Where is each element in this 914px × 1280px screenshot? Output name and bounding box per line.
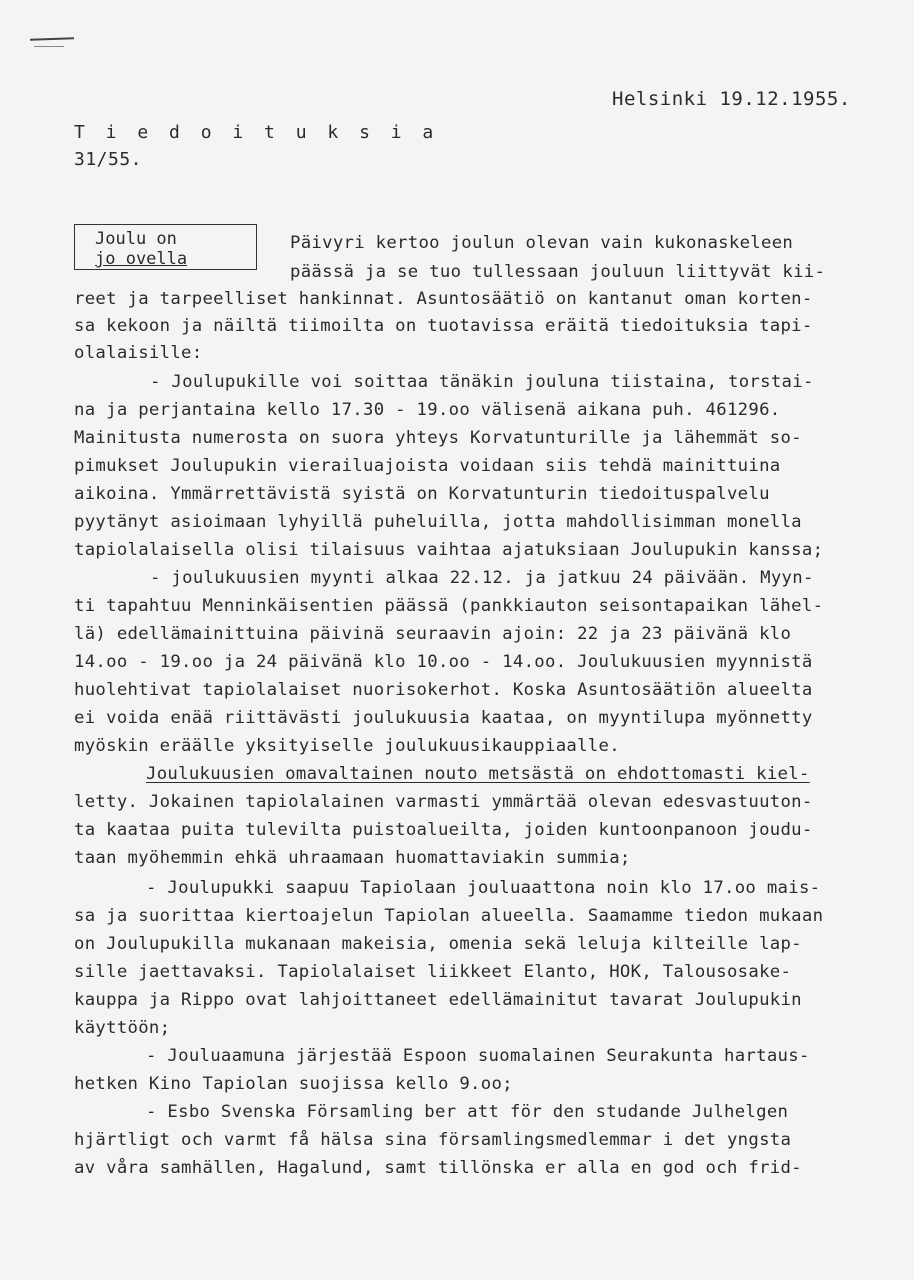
headline-box (74, 224, 257, 270)
text-line: na ja perjantaina kello 17.30 - 19.oo välisenä aikana puh. 461296. (74, 400, 781, 420)
pen-mark-2 (34, 46, 64, 47)
text-line: myöskin eräälle yksityiselle joulukuusikauppiaalle. (74, 736, 620, 756)
text-line: lä) edellämainittuina päivinä seuraavin ajoin: 22 ja 23 päivänä klo (74, 624, 792, 644)
text-line: pimukset Joulupukin vierailuajoista voidaan siis tehdä mainittuina (74, 456, 781, 476)
text-line: sa kekoon ja näiltä tiimoilta on tuotavissa eräitä tiedoituksia tapi- (74, 316, 813, 336)
text-line: olalaisille: (74, 343, 203, 363)
text-line: av våra samhällen, Hagalund, samt tillönska er alla en god och frid- (74, 1158, 802, 1178)
text-line: ti tapahtuu Menninkäisentien päässä (pankkiauton seisontapaikan lähel- (74, 596, 824, 616)
text-line: 14.oo - 19.oo ja 24 päivänä klo 10.oo - 14.oo. Joulukuusien myynnistä (74, 652, 813, 672)
text-line-underlined: Joulukuusien omavaltainen nouto metsästä on ehdottomasti kiel- (146, 764, 810, 784)
text-line: taan myöhemmin ehkä uhraamaan huomattaviakin summia; (74, 848, 631, 868)
document-date: Helsinki 19.12.1955. (612, 88, 851, 110)
pen-mark (30, 37, 74, 41)
text-line: - Joulupukille voi soittaa tänäkin jouluna tiistaina, torstai- (150, 372, 814, 392)
headline-line-1: Joulu on (95, 229, 177, 249)
text-line: aikoina. Ymmärrettävistä syistä on Korvatunturin tiedoituspalvelu (74, 484, 770, 504)
text-line: sille jaettavaksi. Tapiolalaiset liikkeet Elanto, HOK, Talousosake- (74, 962, 792, 982)
text-line: tapiolalaisella olisi tilaisuus vaihtaa ajatuksiaan Joulupukin kanssa; (74, 540, 824, 560)
text-line: - Esbo Svenska Församling ber att för den studande Julhelgen (146, 1102, 789, 1122)
text-line: - Joulupukki saapuu Tapiolaan jouluaattona noin klo 17.oo mais- (146, 878, 821, 898)
text-line: hjärtligt och varmt få hälsa sina församlingsmedlemmar i det yngsta (74, 1130, 792, 1150)
text-line: sa ja suorittaa kiertoajelun Tapiolan alueella. Saamamme tiedon mukaan (74, 906, 824, 926)
text-line: on Joulupukilla mukanaan makeisia, omenia sekä leluja kilteille lap- (74, 934, 802, 954)
text-line: ta kaataa puita tulevilta puistoalueilta, joiden kuntoonpanoon joudu- (74, 820, 813, 840)
text-line: reet ja tarpeelliset hankinnat. Asuntosäätiö on kantanut oman korten- (74, 289, 813, 309)
text-line: huolehtivat tapiolalaiset nuorisokerhot. Koska Asuntosäätiön alueelta (74, 680, 813, 700)
text-line: - Jouluaamuna järjestää Espoon suomalainen Seurakunta hartaus- (146, 1046, 810, 1066)
headline-line-2: jo ovella (95, 249, 188, 269)
text-line: pyytänyt asioimaan lyhyillä puheluilla, jotta mahdollisimman monella (74, 512, 802, 532)
text-line: ei voida enää riittävästi joulukuusia kaataa, on myyntilupa myönnetty (74, 708, 813, 728)
text-line: hetken Kino Tapiolan suojissa kello 9.oo; (74, 1074, 513, 1094)
text-line: - joulukuusien myynti alkaa 22.12. ja jatkuu 24 päivään. Myyn- (150, 568, 814, 588)
text-line: Mainitusta numerosta on suora yhteys Korvatunturille ja lähemmät so- (74, 428, 802, 448)
text-line: letty. Jokainen tapiolalainen varmasti ymmärtää olevan edesvastuuton- (74, 792, 813, 812)
document-number: 31/55. (74, 149, 143, 170)
text-line: päässä ja se tuo tullessaan jouluun liittyvät kii- (290, 262, 826, 282)
text-line: käyttöön; (74, 1018, 171, 1038)
document-title: T i e d o i t u k s i a (74, 122, 439, 143)
text-line: Päivyri kertoo joulun olevan vain kukonaskeleen (290, 233, 794, 253)
text-line: kauppa ja Rippo ovat lahjoittaneet edellämainitut tavarat Joulupukin (74, 990, 802, 1010)
